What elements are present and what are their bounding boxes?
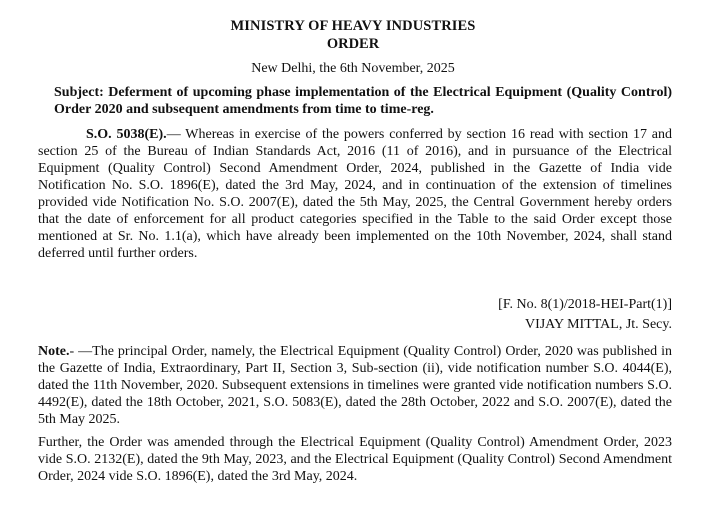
main-order-paragraph <box>38 126 672 262</box>
place-date-line: New Delhi, the 6th November, 2025 <box>251 61 455 76</box>
subject-line: Subject: Deferment of upcoming phase implementation of the Electrical Equipment (Quality Control) Order 2020 and subsequent amendments from time to time-reg. <box>54 85 672 117</box>
signatory-name: VIJAY MITTAL, Jt. Secy. <box>524 317 672 332</box>
main-order-text: — Whereas in exercise of the powers conferred by section 16 read with section 17 and section 25 of the Bureau of Indian Standards Act, 2016 (11 of 2016), and in pursuance of the Electrical Equipment (Quality Control) Second Amendment Order, 2024, published in the Gazette of India vide Notification No. S.O. 1896(E), dated the 3rd May, 2024, and in continuation of the extension of timelines provided vide Notification No. S.O. 2007(E), dated the 5th May, 2025, the Central Government hereby orders that the date of enforcement for all product categories specified in the Table to the said Order except those mentioned at Sr. No. 1.1(a), which have already been implemented on the 10th November, 2024, shall stand deferred until further orders. <box>38 127 673 261</box>
so-number-label: S.O. 5038(E). <box>86 127 167 142</box>
note-label: Note. <box>38 344 70 359</box>
order-title: ORDER <box>326 36 380 52</box>
note-text: - —The principal Order, namely, the Electrical Equipment (Quality Control) Order, 2020 was published in the Gazette of India, Extraordinary, Part II, Section 3, Sub-section (ii), vide notification number S.O. 4044(E), dated the 11th November, 2020. Subsequent extensions in timelines were granted vide notification numbers S.O. 4492(E), dated the 18th October, 2021, S.O. 5083(E), dated the 28th October, 2022 and S.O. 2007(E), dated the 5th May 2025. <box>38 344 672 427</box>
ministry-heading: MINISTRY OF HEAVY INDUSTRIES <box>230 18 476 34</box>
further-paragraph: Further, the Order was amended through the Electrical Equipment (Quality Control) Amendment Order, 2023 vide S.O. 2132(E), dated the 9th May, 2023, and the Electrical Equipment (Quality Control) Second Amendment Order, 2024 vide S.O. 1896(E), dated the 3rd May, 2024. <box>38 435 672 484</box>
note-paragraph <box>38 343 672 428</box>
file-number: [F. No. 8(1)/2018-HEI-Part(1)] <box>498 297 672 312</box>
